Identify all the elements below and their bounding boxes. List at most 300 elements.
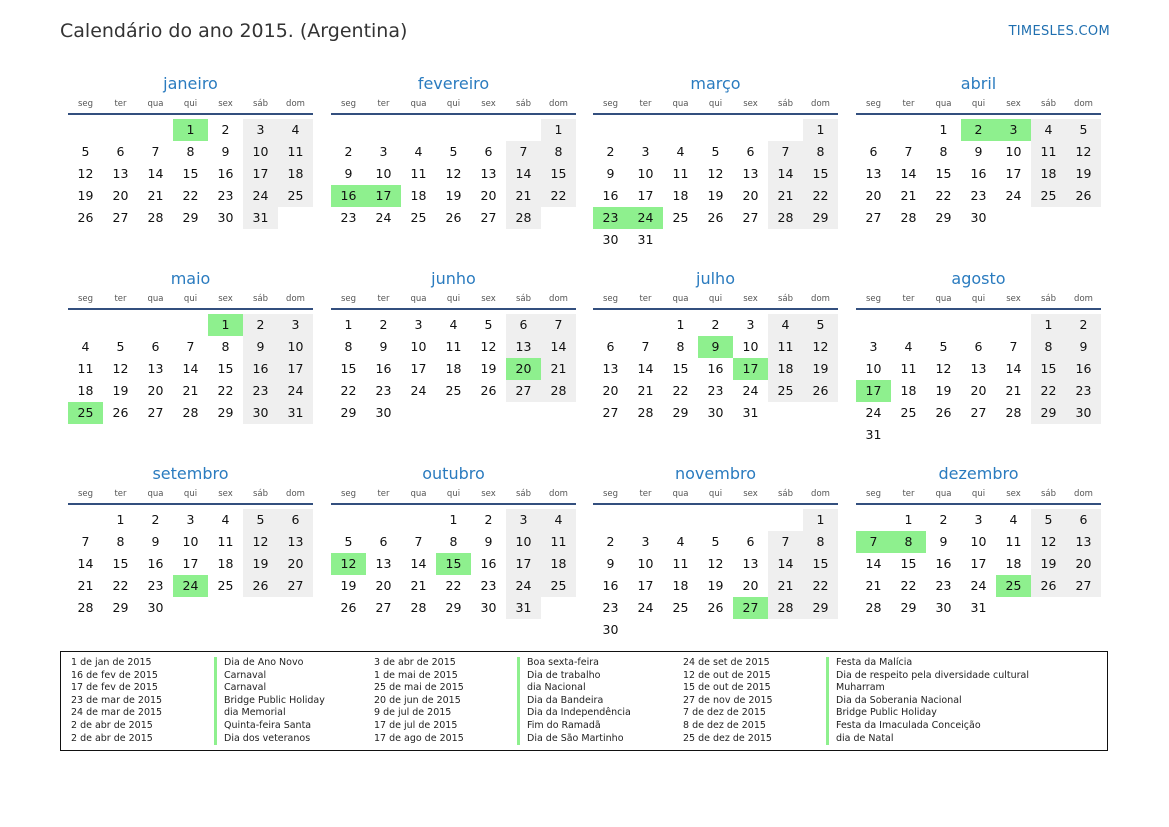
day-cell: 10 bbox=[375, 166, 392, 181]
empty-cell bbox=[471, 119, 506, 141]
weekday-label: ter bbox=[639, 99, 652, 109]
empty-cell bbox=[768, 119, 803, 141]
day-cell: 14 bbox=[77, 556, 94, 571]
day-cell: 16 bbox=[602, 188, 619, 203]
weekday-label: dom bbox=[811, 294, 830, 304]
empty-cell bbox=[891, 119, 926, 141]
day-cell: 12 bbox=[77, 166, 94, 181]
day-cell: 2 bbox=[1066, 314, 1101, 336]
holiday-day-cell: 12 bbox=[331, 553, 366, 575]
day-cell: 20 bbox=[742, 578, 759, 593]
weekday-label: ter bbox=[902, 294, 915, 304]
day-cell: 2 bbox=[484, 512, 493, 527]
day-cell: 28 bbox=[637, 405, 654, 420]
holiday-day-cell: 8 bbox=[891, 531, 926, 553]
weekday-label: seg bbox=[865, 99, 882, 109]
day-cell: 28 bbox=[147, 210, 164, 225]
day-cell: 30 bbox=[217, 210, 234, 225]
day-cell: 25 bbox=[900, 405, 917, 420]
day-cell: 13 bbox=[278, 531, 313, 553]
empty-cell bbox=[68, 314, 103, 336]
day-cell: 19 bbox=[1066, 163, 1101, 185]
month-setembro bbox=[68, 463, 313, 619]
day-cell: 14 bbox=[506, 163, 541, 185]
day-cell: 14 bbox=[900, 166, 917, 181]
legend-row bbox=[71, 720, 325, 733]
day-cell: 22 bbox=[217, 383, 234, 398]
day-cell: 18 bbox=[77, 383, 94, 398]
holiday-name: Dia da Bandeira bbox=[517, 695, 603, 708]
legend-row bbox=[374, 707, 631, 720]
weekday-label: qua bbox=[410, 99, 427, 109]
day-cell: 13 bbox=[865, 166, 882, 181]
weekday-label: seg bbox=[865, 489, 882, 499]
day-cell: 1 bbox=[803, 509, 838, 531]
day-cell: 8 bbox=[803, 531, 838, 553]
day-cell: 3 bbox=[641, 144, 650, 159]
day-cell: 4 bbox=[676, 144, 685, 159]
day-cell: 6 bbox=[506, 314, 541, 336]
day-cell: 21 bbox=[182, 383, 199, 398]
month-novembro bbox=[593, 463, 838, 641]
day-cell: 23 bbox=[340, 210, 357, 225]
holiday-name: Dia de São Martinho bbox=[517, 733, 624, 746]
day-cell: 15 bbox=[112, 556, 129, 571]
empty-cell bbox=[401, 509, 436, 531]
holiday-date: 25 de dez de 2015 bbox=[683, 732, 772, 744]
day-grid bbox=[593, 314, 838, 424]
day-cell: 29 bbox=[112, 600, 129, 615]
day-cell: 26 bbox=[935, 405, 952, 420]
legend-row bbox=[683, 682, 1029, 695]
month-março bbox=[593, 73, 838, 251]
holiday-date: 17 de ago de 2015 bbox=[374, 732, 464, 744]
empty-cell bbox=[68, 119, 103, 141]
month-fevereiro bbox=[331, 73, 576, 229]
legend-row bbox=[683, 707, 1029, 720]
day-cell: 27 bbox=[742, 210, 759, 225]
day-cell: 16 bbox=[480, 556, 497, 571]
day-cell: 14 bbox=[865, 556, 882, 571]
day-cell: 27 bbox=[506, 380, 541, 402]
weekday-header bbox=[856, 97, 1101, 115]
day-cell: 21 bbox=[506, 185, 541, 207]
day-cell: 11 bbox=[1005, 534, 1022, 549]
day-cell: 29 bbox=[217, 405, 234, 420]
weekday-header bbox=[68, 97, 313, 115]
day-cell: 22 bbox=[340, 383, 357, 398]
weekday-header bbox=[68, 487, 313, 505]
weekday-label: dom bbox=[1074, 294, 1093, 304]
day-cell: 1 bbox=[541, 119, 576, 141]
holiday-name: Dia da Soberania Nacional bbox=[826, 695, 962, 708]
day-cell: 28 bbox=[410, 600, 427, 615]
day-cell: 11 bbox=[768, 336, 803, 358]
day-cell: 24 bbox=[1005, 188, 1022, 203]
empty-cell bbox=[173, 314, 208, 336]
day-grid bbox=[68, 509, 313, 619]
legend-row bbox=[71, 670, 325, 683]
day-cell: 28 bbox=[541, 380, 576, 402]
month-title: janeiro bbox=[163, 74, 218, 93]
month-maio bbox=[68, 268, 313, 424]
empty-cell bbox=[436, 119, 471, 141]
day-cell: 5 bbox=[939, 339, 948, 354]
day-cell: 15 bbox=[803, 163, 838, 185]
day-cell: 19 bbox=[77, 188, 94, 203]
day-cell: 23 bbox=[602, 600, 619, 615]
holiday-name: Carnaval bbox=[214, 682, 266, 695]
month-outubro bbox=[331, 463, 576, 619]
empty-cell bbox=[331, 509, 366, 531]
day-cell: 27 bbox=[602, 405, 619, 420]
weekday-label: ter bbox=[114, 294, 127, 304]
holiday-name: Dia da Independência bbox=[517, 707, 631, 720]
day-cell: 30 bbox=[480, 600, 497, 615]
day-cell: 6 bbox=[746, 144, 755, 159]
day-cell: 26 bbox=[1031, 575, 1066, 597]
day-cell: 10 bbox=[865, 361, 882, 376]
day-cell: 17 bbox=[182, 556, 199, 571]
day-cell: 1 bbox=[676, 317, 685, 332]
day-cell: 10 bbox=[278, 336, 313, 358]
legend-column bbox=[683, 657, 1029, 745]
empty-cell bbox=[593, 509, 628, 531]
weekday-label: sáb bbox=[1040, 489, 1057, 499]
day-cell: 7 bbox=[81, 534, 90, 549]
day-cell: 17 bbox=[637, 188, 654, 203]
holiday-name: dia Memorial bbox=[214, 707, 286, 720]
holiday-date: 20 de jun de 2015 bbox=[374, 694, 461, 706]
day-cell: 15 bbox=[541, 163, 576, 185]
empty-cell bbox=[856, 314, 891, 336]
empty-cell bbox=[103, 314, 138, 336]
day-cell: 22 bbox=[803, 575, 838, 597]
day-cell: 26 bbox=[77, 210, 94, 225]
day-cell: 5 bbox=[449, 144, 458, 159]
day-cell: 13 bbox=[602, 361, 619, 376]
empty-cell bbox=[856, 509, 891, 531]
day-cell: 27 bbox=[147, 405, 164, 420]
day-cell: 7 bbox=[768, 141, 803, 163]
day-cell: 5 bbox=[711, 144, 720, 159]
empty-cell bbox=[331, 119, 366, 141]
day-cell: 20 bbox=[970, 383, 987, 398]
holiday-day-cell: 1 bbox=[173, 119, 208, 141]
weekday-label: sex bbox=[1006, 294, 1021, 304]
holiday-name: Bridge Public Holiday bbox=[214, 695, 325, 708]
day-cell: 19 bbox=[1031, 553, 1066, 575]
day-cell: 11 bbox=[77, 361, 94, 376]
day-cell: 25 bbox=[445, 383, 462, 398]
day-cell: 16 bbox=[970, 166, 987, 181]
holiday-day-cell: 27 bbox=[733, 597, 768, 619]
weekday-header bbox=[331, 292, 576, 310]
weekday-label: qui bbox=[708, 99, 723, 109]
weekday-label: qua bbox=[672, 489, 689, 499]
day-cell: 11 bbox=[900, 361, 917, 376]
day-cell: 12 bbox=[803, 336, 838, 358]
day-cell: 27 bbox=[1066, 575, 1101, 597]
day-cell: 23 bbox=[217, 188, 234, 203]
day-cell: 4 bbox=[1009, 512, 1018, 527]
day-cell: 19 bbox=[707, 188, 724, 203]
day-cell: 28 bbox=[506, 207, 541, 229]
day-cell: 22 bbox=[900, 578, 917, 593]
weekday-label: sáb bbox=[1040, 294, 1057, 304]
holiday-name: Bridge Public Holiday bbox=[826, 707, 937, 720]
weekday-label: sáb bbox=[515, 99, 532, 109]
weekday-label: qua bbox=[147, 294, 164, 304]
weekday-label: qui bbox=[183, 99, 198, 109]
weekday-label: seg bbox=[602, 294, 619, 304]
day-cell: 12 bbox=[1066, 141, 1101, 163]
weekday-label: dom bbox=[1074, 489, 1093, 499]
holiday-day-cell: 25 bbox=[996, 575, 1031, 597]
weekday-label: ter bbox=[377, 99, 390, 109]
month-title: setembro bbox=[152, 464, 229, 483]
day-cell: 13 bbox=[742, 556, 759, 571]
weekday-label: dom bbox=[549, 99, 568, 109]
day-cell: 23 bbox=[1066, 380, 1101, 402]
weekday-label: dom bbox=[811, 489, 830, 499]
day-cell: 24 bbox=[970, 578, 987, 593]
day-cell: 1 bbox=[803, 119, 838, 141]
weekday-header bbox=[856, 487, 1101, 505]
day-cell: 4 bbox=[221, 512, 230, 527]
day-cell: 15 bbox=[900, 556, 917, 571]
weekday-label: qua bbox=[935, 489, 952, 499]
weekday-label: dom bbox=[1074, 99, 1093, 109]
day-cell: 28 bbox=[900, 210, 917, 225]
weekday-label: dom bbox=[549, 489, 568, 499]
holiday-name: Dia de Ano Novo bbox=[214, 657, 303, 670]
day-cell: 6 bbox=[379, 534, 388, 549]
day-cell: 8 bbox=[541, 141, 576, 163]
day-cell: 26 bbox=[445, 210, 462, 225]
day-cell: 1 bbox=[449, 512, 458, 527]
weekday-label: qui bbox=[708, 489, 723, 499]
weekday-label: sáb bbox=[252, 489, 269, 499]
day-cell: 19 bbox=[803, 358, 838, 380]
day-cell: 5 bbox=[711, 534, 720, 549]
day-cell: 15 bbox=[672, 361, 689, 376]
day-cell: 26 bbox=[707, 210, 724, 225]
holiday-day-cell: 2 bbox=[961, 119, 996, 141]
day-cell: 31 bbox=[243, 207, 278, 229]
weekday-label: qui bbox=[971, 489, 986, 499]
day-cell: 28 bbox=[182, 405, 199, 420]
day-cell: 14 bbox=[182, 361, 199, 376]
day-cell: 20 bbox=[147, 383, 164, 398]
day-cell: 12 bbox=[707, 556, 724, 571]
holiday-date: 15 de out de 2015 bbox=[683, 682, 771, 694]
day-cell: 8 bbox=[803, 141, 838, 163]
day-cell: 25 bbox=[278, 185, 313, 207]
day-cell: 8 bbox=[116, 534, 125, 549]
day-cell: 16 bbox=[602, 578, 619, 593]
month-title: julho bbox=[696, 269, 735, 288]
day-cell: 12 bbox=[243, 531, 278, 553]
day-cell: 14 bbox=[1005, 361, 1022, 376]
day-cell: 25 bbox=[217, 578, 234, 593]
day-cell: 4 bbox=[414, 144, 423, 159]
holiday-name: Boa sexta-feira bbox=[517, 657, 599, 670]
empty-cell bbox=[506, 119, 541, 141]
weekday-label: sáb bbox=[777, 99, 794, 109]
day-cell: 11 bbox=[672, 556, 689, 571]
weekday-header bbox=[331, 97, 576, 115]
day-cell: 2 bbox=[939, 512, 948, 527]
weekday-header bbox=[593, 97, 838, 115]
day-cell: 11 bbox=[445, 339, 462, 354]
weekday-label: seg bbox=[865, 294, 882, 304]
day-cell: 24 bbox=[742, 383, 759, 398]
day-cell: 14 bbox=[768, 163, 803, 185]
day-cell: 24 bbox=[506, 575, 541, 597]
day-cell: 17 bbox=[506, 553, 541, 575]
holiday-date: 1 de mai de 2015 bbox=[374, 669, 458, 681]
day-cell: 22 bbox=[182, 188, 199, 203]
day-cell: 22 bbox=[1031, 380, 1066, 402]
weekday-label: ter bbox=[639, 489, 652, 499]
day-cell: 30 bbox=[147, 600, 164, 615]
day-cell: 2 bbox=[344, 144, 353, 159]
month-title: outubro bbox=[422, 464, 485, 483]
day-cell: 25 bbox=[672, 600, 689, 615]
day-cell: 21 bbox=[865, 578, 882, 593]
day-cell: 16 bbox=[375, 361, 392, 376]
weekday-label: sex bbox=[218, 99, 233, 109]
day-cell: 26 bbox=[803, 380, 838, 402]
day-cell: 8 bbox=[939, 144, 948, 159]
day-cell: 26 bbox=[1066, 185, 1101, 207]
day-cell: 1 bbox=[1031, 314, 1066, 336]
day-cell: 11 bbox=[1031, 141, 1066, 163]
legend-row bbox=[683, 670, 1029, 683]
day-cell: 22 bbox=[935, 188, 952, 203]
day-cell: 6 bbox=[1066, 509, 1101, 531]
empty-cell bbox=[628, 119, 663, 141]
day-cell: 31 bbox=[506, 597, 541, 619]
day-cell: 19 bbox=[112, 383, 129, 398]
day-cell: 9 bbox=[379, 339, 388, 354]
weekday-label: seg bbox=[77, 99, 94, 109]
day-cell: 22 bbox=[672, 383, 689, 398]
day-cell: 8 bbox=[449, 534, 458, 549]
day-cell: 14 bbox=[637, 361, 654, 376]
weekday-label: dom bbox=[286, 294, 305, 304]
day-cell: 29 bbox=[672, 405, 689, 420]
day-cell: 13 bbox=[1066, 531, 1101, 553]
day-cell: 20 bbox=[865, 188, 882, 203]
day-cell: 27 bbox=[480, 210, 497, 225]
holiday-day-cell: 3 bbox=[996, 119, 1031, 141]
day-cell: 19 bbox=[445, 188, 462, 203]
day-cell: 19 bbox=[340, 578, 357, 593]
holiday-day-cell: 17 bbox=[366, 185, 401, 207]
holiday-day-cell: 15 bbox=[436, 553, 471, 575]
day-cell: 4 bbox=[676, 534, 685, 549]
day-cell: 22 bbox=[445, 578, 462, 593]
day-cell: 14 bbox=[410, 556, 427, 571]
day-cell: 24 bbox=[243, 185, 278, 207]
day-cell: 12 bbox=[480, 339, 497, 354]
empty-cell bbox=[856, 119, 891, 141]
weekday-label: qua bbox=[410, 294, 427, 304]
day-cell: 3 bbox=[414, 317, 423, 332]
brand-link[interactable]: TIMESLES.COM bbox=[1008, 24, 1110, 39]
day-cell: 2 bbox=[606, 144, 615, 159]
day-cell: 17 bbox=[637, 578, 654, 593]
holiday-day-cell: 25 bbox=[68, 402, 103, 424]
day-cell: 4 bbox=[768, 314, 803, 336]
day-cell: 4 bbox=[904, 339, 913, 354]
day-cell: 17 bbox=[970, 556, 987, 571]
day-cell: 6 bbox=[869, 144, 878, 159]
weekday-label: sáb bbox=[252, 294, 269, 304]
day-grid bbox=[856, 509, 1101, 619]
day-cell: 12 bbox=[1031, 531, 1066, 553]
day-cell: 31 bbox=[637, 232, 654, 247]
month-title: abril bbox=[960, 74, 997, 93]
day-cell: 29 bbox=[900, 600, 917, 615]
day-cell: 8 bbox=[1031, 336, 1066, 358]
month-janeiro bbox=[68, 73, 313, 229]
day-cell: 1 bbox=[939, 122, 948, 137]
day-cell: 11 bbox=[410, 166, 427, 181]
day-cell: 30 bbox=[970, 210, 987, 225]
day-cell: 2 bbox=[243, 314, 278, 336]
legend-row bbox=[683, 720, 1029, 733]
day-cell: 6 bbox=[116, 144, 125, 159]
day-cell: 7 bbox=[1009, 339, 1018, 354]
day-cell: 18 bbox=[541, 553, 576, 575]
day-cell: 12 bbox=[112, 361, 129, 376]
day-cell: 16 bbox=[217, 166, 234, 181]
day-cell: 8 bbox=[676, 339, 685, 354]
day-cell: 4 bbox=[1031, 119, 1066, 141]
empty-cell bbox=[68, 509, 103, 531]
empty-cell bbox=[401, 119, 436, 141]
day-cell: 22 bbox=[541, 185, 576, 207]
weekday-label: ter bbox=[902, 99, 915, 109]
day-cell: 15 bbox=[182, 166, 199, 181]
day-cell: 10 bbox=[637, 556, 654, 571]
day-cell: 17 bbox=[278, 358, 313, 380]
empty-cell bbox=[698, 119, 733, 141]
day-cell: 18 bbox=[445, 361, 462, 376]
day-cell: 4 bbox=[449, 317, 458, 332]
day-cell: 31 bbox=[278, 402, 313, 424]
holiday-date: 17 de jul de 2015 bbox=[374, 719, 458, 731]
legend-row bbox=[683, 733, 1029, 746]
weekday-label: seg bbox=[77, 489, 94, 499]
legend-row bbox=[374, 682, 631, 695]
day-cell: 4 bbox=[81, 339, 90, 354]
empty-cell bbox=[961, 314, 996, 336]
weekday-header bbox=[331, 487, 576, 505]
day-cell: 20 bbox=[375, 578, 392, 593]
day-cell: 19 bbox=[480, 361, 497, 376]
day-cell: 8 bbox=[344, 339, 353, 354]
month-abril bbox=[856, 73, 1101, 229]
day-cell: 19 bbox=[243, 553, 278, 575]
day-cell: 12 bbox=[935, 361, 952, 376]
day-cell: 3 bbox=[243, 119, 278, 141]
day-cell: 28 bbox=[768, 597, 803, 619]
day-cell: 29 bbox=[445, 600, 462, 615]
